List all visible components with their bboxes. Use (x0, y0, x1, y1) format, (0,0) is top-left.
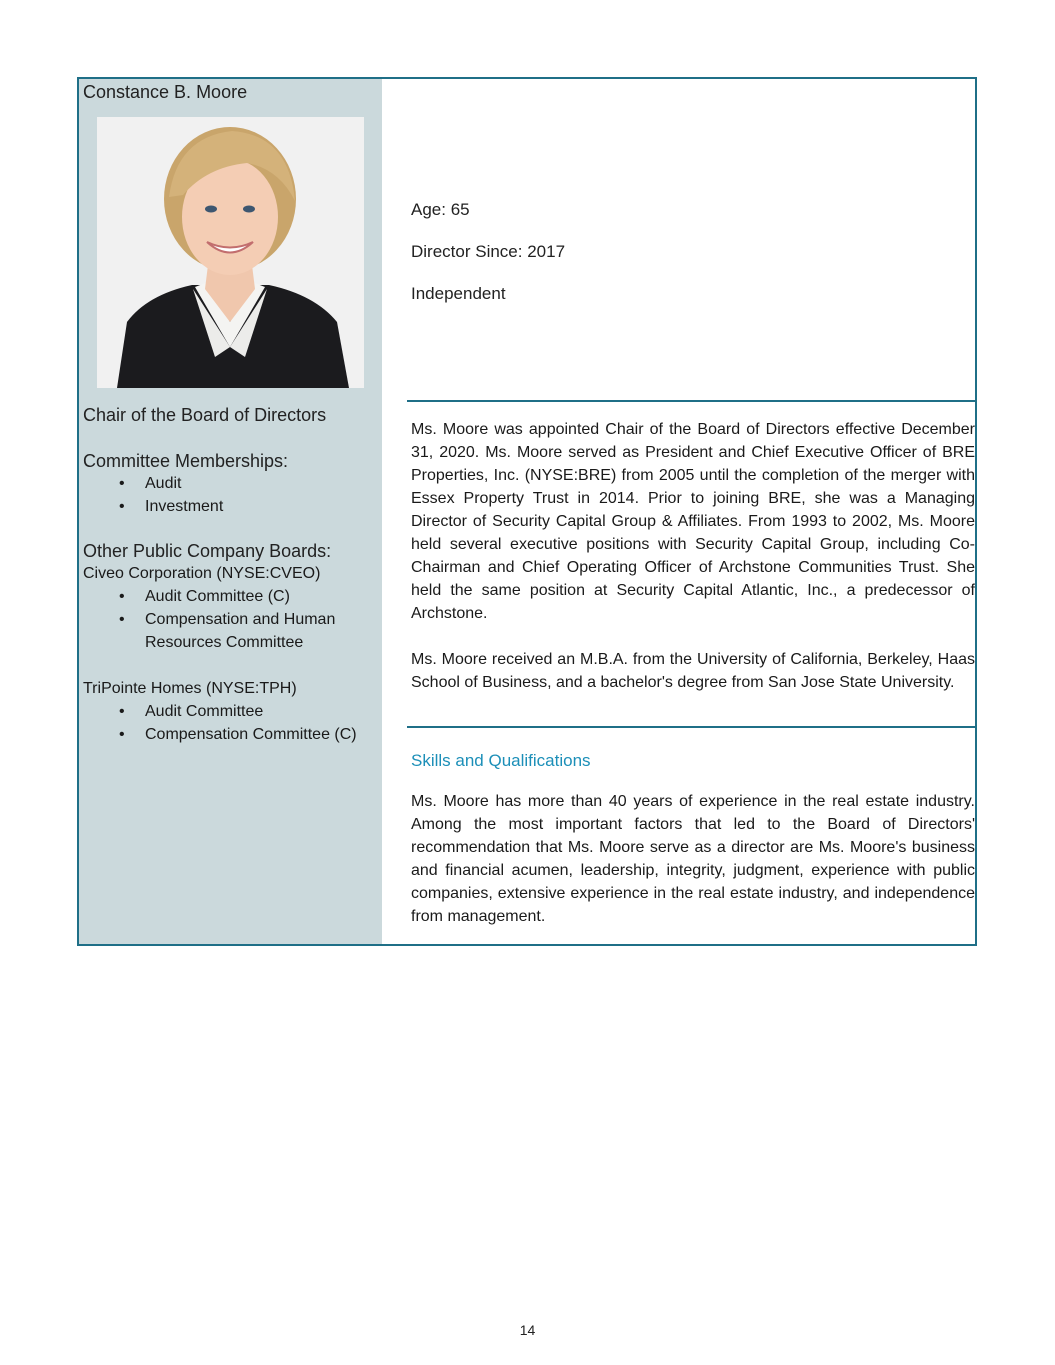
portrait-photo (97, 117, 364, 388)
committee-list (83, 472, 378, 518)
profile-sidebar (79, 79, 382, 944)
skills-text: Ms. Moore has more than 40 years of experience in the real estate industry. Among the most important factors that led to the Board of Directors' recommendation that Ms. Moore serve as a director are Ms. Moore's business and financial acumen, leadership, integrity, judgment, experience with public companies, extensive experience in the real estate industry, and independence from management. (411, 793, 975, 925)
list-item: • Audit Committee (C) (83, 585, 378, 608)
director-meta (411, 200, 565, 326)
other-public-boards (83, 541, 378, 746)
committee-heading: Committee Memberships: (83, 451, 289, 471)
section-divider (407, 400, 975, 402)
skills-heading: Skills and Qualifications (411, 751, 591, 770)
director-profile-card (77, 77, 977, 946)
director-since: Director Since: 2017 (411, 242, 566, 261)
list-item: • Investment (83, 495, 378, 518)
company-roles-list (83, 585, 378, 654)
director-age: Age: 65 (411, 200, 470, 219)
biography (411, 418, 975, 717)
list-item: • Audit Committee (83, 700, 378, 723)
bio-paragraph: Ms. Moore was appointed Chair of the Board of Directors effective December 31, 2020. Ms. Moore served as President and Chief Executive Officer of BRE Properties, Inc. (NYSE:BRE) from 2005 until the completion of the merger with Essex Property Trust in 2014. Prior to joining BRE, she was a Managing Director of Security Capital Group & Affiliates. From 1993 to 2002, Ms. Moore held several executive positions with Security Capital Group, including Co-Chairman and Chief Operating Officer of Archstone Communities Trust. She held the same position at Security Capital Atlantic, Inc., a predecessor of Archstone. (411, 421, 975, 622)
section-divider (407, 726, 975, 728)
list-item: • Compensation Committee (C) (83, 723, 378, 746)
page-number: 14 (519, 1322, 536, 1338)
committee-memberships (83, 451, 378, 518)
bio-paragraph: Ms. Moore received an M.B.A. from the University of California, Berkeley, Haas School of Business, and a bachelor's degree from San Jose State University. (411, 651, 975, 691)
company-name: TriPointe Homes (NYSE:TPH) (83, 680, 297, 697)
director-name: Constance B. Moore (83, 82, 248, 102)
list-item: • Compensation and Human Resources Committee (83, 608, 378, 654)
portrait-photo-icon (97, 117, 364, 388)
company-name: Civeo Corporation (NYSE:CVEO) (83, 565, 321, 582)
list-item: • Audit (83, 472, 378, 495)
profile-main (382, 79, 975, 944)
independence-status: Independent (411, 284, 506, 303)
other-boards-heading: Other Public Company Boards: (83, 541, 332, 561)
board-role: Chair of the Board of Directors (83, 405, 327, 425)
company-roles-list (83, 700, 378, 746)
